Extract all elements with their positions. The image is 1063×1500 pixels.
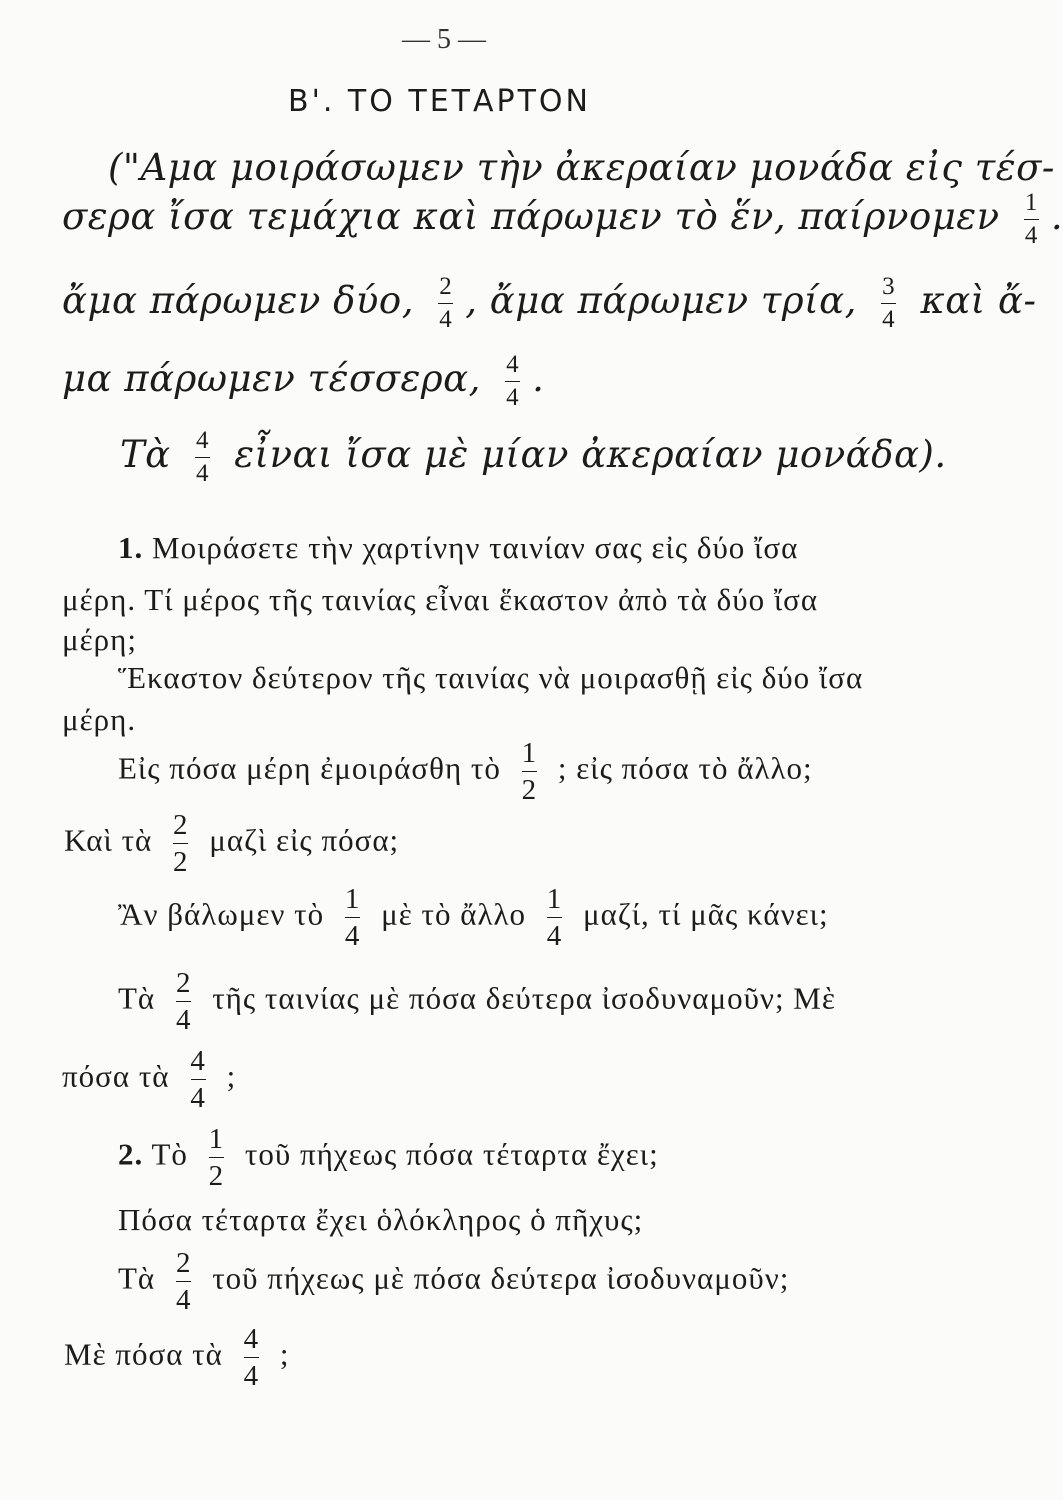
intro-line-3 — [62, 274, 1036, 333]
intro-line-3-a: ἄμα πάρωμεν δύο, — [62, 279, 414, 322]
ex1-line-6 — [118, 738, 813, 805]
ex1-line-8-b: μὲ τὸ ἄλλο — [381, 896, 527, 932]
fraction-one-quarter: $\frac{1}{4}$ — [546, 883, 563, 952]
section-title: Β'. ΤΟ ΤΕΤΑΡΤΟΝ — [288, 84, 591, 119]
ex1-line-7-a: Καὶ τὰ — [64, 822, 153, 858]
ex1-line-2: μέρη. Τί μέρος τῆς ταινίας εἶναι ἕκαστον ἀπὸ τὰ δύο ἴσα — [62, 582, 819, 617]
ex1-line-7 — [64, 810, 399, 877]
intro-line-2-tail: . — [1050, 195, 1063, 238]
ex1-line-7-b: μαζὶ εἰς πόσα; — [209, 822, 400, 858]
ex1-line-8-c: μαζί, τί μᾶς κάνει; — [583, 896, 829, 932]
fraction-two-halves: $\frac{2}{2}$ — [173, 809, 189, 878]
intro-line-2-text: σερα ἴσα τεμάχια καὶ πάρωμεν τὸ ἕν, παίρνομεν — [62, 195, 1000, 238]
intro-line-5-a: Τὰ — [120, 433, 171, 476]
fraction-one-quarter: $\frac{1}{4}$ — [1024, 189, 1038, 249]
ex1-line-8 — [118, 884, 829, 951]
fraction-four-quarters: $\frac{4}{4}$ — [506, 351, 520, 411]
intro-line-4-tail: . — [532, 357, 545, 400]
ex2-line-4 — [64, 1324, 290, 1391]
intro-line-2 — [62, 190, 1063, 249]
intro-line-5-b: εἶναι ἴσα μὲ μίαν ἀκεραίαν μονάδα). — [234, 433, 947, 476]
ex1-line-1-text: Μοιράσετε τὴν χαρτίνην ταινίαν σας εἰς δύο ἴσα — [152, 530, 799, 565]
ex2-line-1-b: τοῦ πήχεως πόσα τέταρτα ἔχει; — [244, 1136, 659, 1172]
fraction-three-quarters: $\frac{3}{4}$ — [882, 273, 896, 333]
ex2-line-3-a: Τὰ — [118, 1260, 156, 1296]
fraction-four-quarters: $\frac{4}{4}$ — [195, 427, 209, 487]
fraction-two-quarters: $\frac{2}{4}$ — [175, 967, 192, 1036]
ex2-line-2: Πόσα τέταρτα ἔχει ὁλόκληρος ὁ πῆχυς; — [118, 1202, 644, 1237]
ex1-line-10 — [62, 1046, 236, 1113]
fraction-two-quarters: $\frac{2}{4}$ — [439, 273, 453, 333]
ex2-line-4-b: ; — [279, 1336, 290, 1372]
ex1-line-6-b: ; εἰς πόσα τὸ ἄλλο; — [557, 750, 813, 786]
intro-line-4 — [62, 352, 544, 411]
page-number: — 5 — — [402, 24, 486, 55]
fraction-one-half: $\frac{1}{2}$ — [208, 1123, 225, 1192]
exercise-number-2: 2. — [118, 1136, 144, 1172]
ex1-line-3: μέρη; — [62, 622, 137, 657]
ex2-line-3 — [118, 1248, 789, 1315]
ex1-line-10-b: ; — [226, 1058, 237, 1094]
ex2-line-3-b: τοῦ πήχεως μὲ πόσα δεύτερα ἰσοδυναμοῦν; — [212, 1260, 790, 1296]
ex2-line-1 — [118, 1124, 659, 1191]
ex1-line-1 — [118, 530, 798, 566]
intro-line-1: ("Αμα μοιράσωμεν τὴν ἀκεραίαν μονάδα εἰς τέσ- — [108, 146, 1055, 189]
ex1-line-6-a: Εἰς πόσα μέρη ἐμοιράσθη τὸ — [118, 750, 501, 786]
ex1-line-5: μέρη. — [62, 702, 137, 737]
ex1-line-10-a: πόσα τὰ — [62, 1058, 170, 1094]
ex1-line-9 — [118, 968, 836, 1035]
ex1-line-9-b: τῆς ταινίας μὲ πόσα δεύτερα ἰσοδυναμοῦν; Μὲ — [212, 980, 836, 1016]
ex1-line-4: Ἕκαστον δεύτερον τῆς ταινίας νὰ μοιρασθῇ εἰς δύο ἴσα — [118, 660, 864, 695]
fraction-four-quarters: $\frac{4}{4}$ — [243, 1323, 260, 1392]
ex1-line-8-a: Ἂν βάλωμεν τὸ — [118, 896, 325, 932]
intro-line-4-text: μα πάρωμεν τέσσερα, — [62, 357, 481, 400]
intro-line-5 — [120, 428, 947, 487]
intro-line-3-c: καὶ ἄ- — [920, 279, 1037, 322]
ex2-line-4-a: Μὲ πόσα τὰ — [64, 1336, 223, 1372]
fraction-one-quarter: $\frac{1}{4}$ — [344, 883, 361, 952]
fraction-four-quarters: $\frac{4}{4}$ — [190, 1045, 206, 1114]
fraction-two-quarters: $\frac{2}{4}$ — [175, 1247, 192, 1316]
fraction-one-half: $\frac{1}{2}$ — [521, 737, 538, 806]
exercise-number-1: 1. — [118, 530, 144, 565]
intro-line-3-b: , ἄμα πάρωμεν τρία, — [465, 279, 857, 322]
ex2-line-1-a: Τὸ — [151, 1136, 188, 1172]
ex1-line-9-a: Τὰ — [118, 980, 156, 1016]
